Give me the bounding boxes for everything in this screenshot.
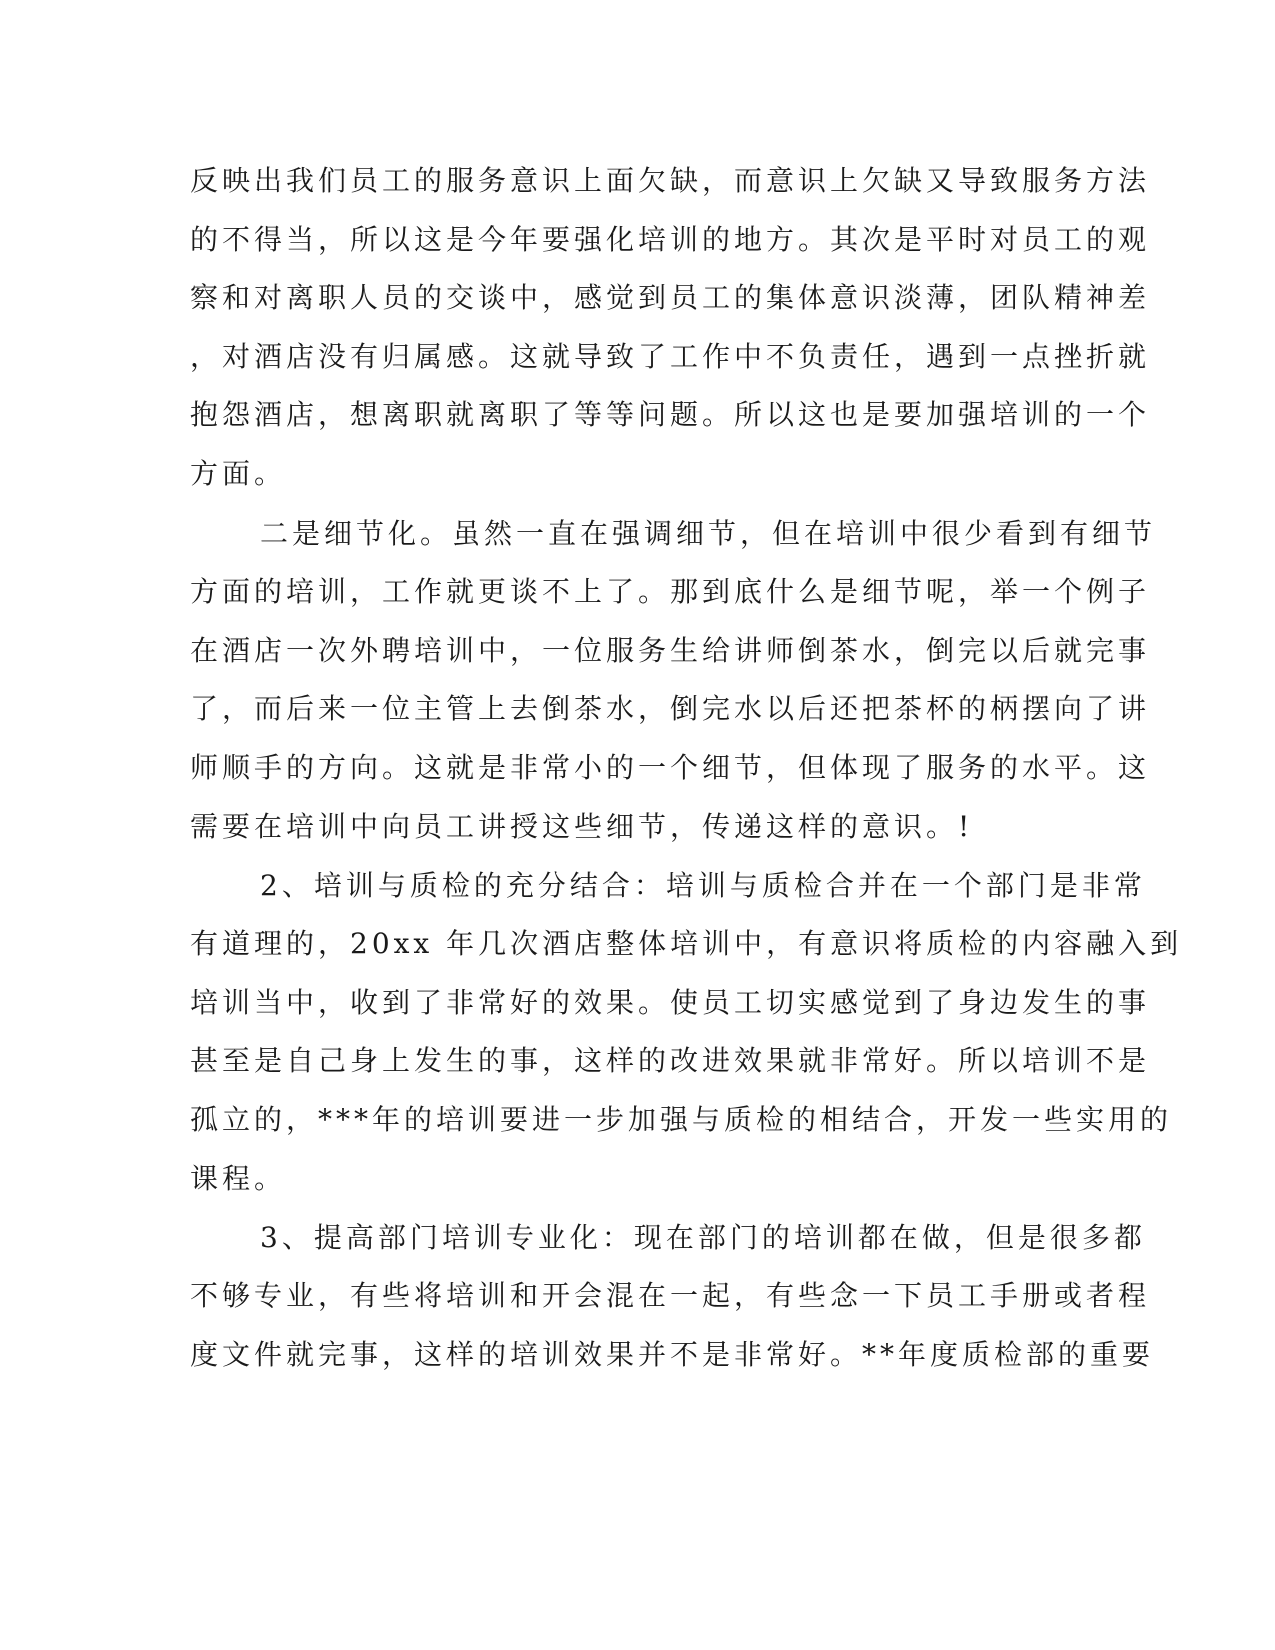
text-line: 需要在培训中向员工讲授这些细节，传递这样的意识。!: [190, 810, 974, 843]
text-line: 师顺手的方向。这就是非常小的一个细节，但体现了服务的水平。这: [190, 751, 1151, 784]
text-line: 的不得当，所以这是今年要强化培训的地方。其次是平时对员工的观: [190, 223, 1151, 256]
text-line: 反映出我们员工的服务意识上面欠缺，而意识上欠缺又导致服务方法: [190, 164, 1151, 197]
text-line: 抱怨酒店，想离职就离职了等等问题。所以这也是要加强培训的一个: [190, 398, 1151, 431]
text-line: 甚至是自己身上发生的事，这样的改进效果就非常好。所以培训不是: [190, 1044, 1151, 1077]
text-line: 察和对离职人员的交谈中，感觉到员工的集体意识淡薄，团队精神差: [190, 281, 1151, 314]
text-line: 课程。: [190, 1162, 287, 1195]
text-line: 培训当中，收到了非常好的效果。使员工切实感觉到了身边发生的事: [190, 986, 1151, 1019]
paragraph-start-line: 3、提高部门培训专业化：现在部门的培训都在做，但是很多都: [260, 1221, 1146, 1254]
paragraph-start-line: 二是细节化。虽然一直在强调细节，但在培训中很少看到有细节: [260, 517, 1157, 550]
text-line: 方面的培训，工作就更谈不上了。那到底什么是细节呢，举一个例子: [190, 575, 1151, 608]
text-line: ，对酒店没有归属感。这就导致了工作中不负责任，遇到一点挫折就: [190, 340, 1151, 373]
text-line: 不够专业，有些将培训和开会混在一起，有些念一下员工手册或者程: [190, 1279, 1151, 1312]
paragraph-start-line: 2、培训与质检的充分结合：培训与质检合并在一个部门是非常: [260, 869, 1146, 902]
text-line: 度文件就完事，这样的培训效果并不是非常好。**年度质检部的重要: [190, 1338, 1155, 1371]
text-line: 孤立的，***年的培训要进一步加强与质检的相结合，开发一些实用的: [190, 1103, 1173, 1136]
text-line: 有道理的，20xx 年几次酒店整体培训中，有意识将质检的内容融入到: [190, 927, 1183, 960]
text-line: 在酒店一次外聘培训中，一位服务生给讲师倒茶水，倒完以后就完事: [190, 634, 1151, 667]
text-line: 了，而后来一位主管上去倒茶水，倒完水以后还把茶杯的柄摆向了讲: [190, 692, 1151, 725]
text-line: 方面。: [190, 457, 287, 490]
